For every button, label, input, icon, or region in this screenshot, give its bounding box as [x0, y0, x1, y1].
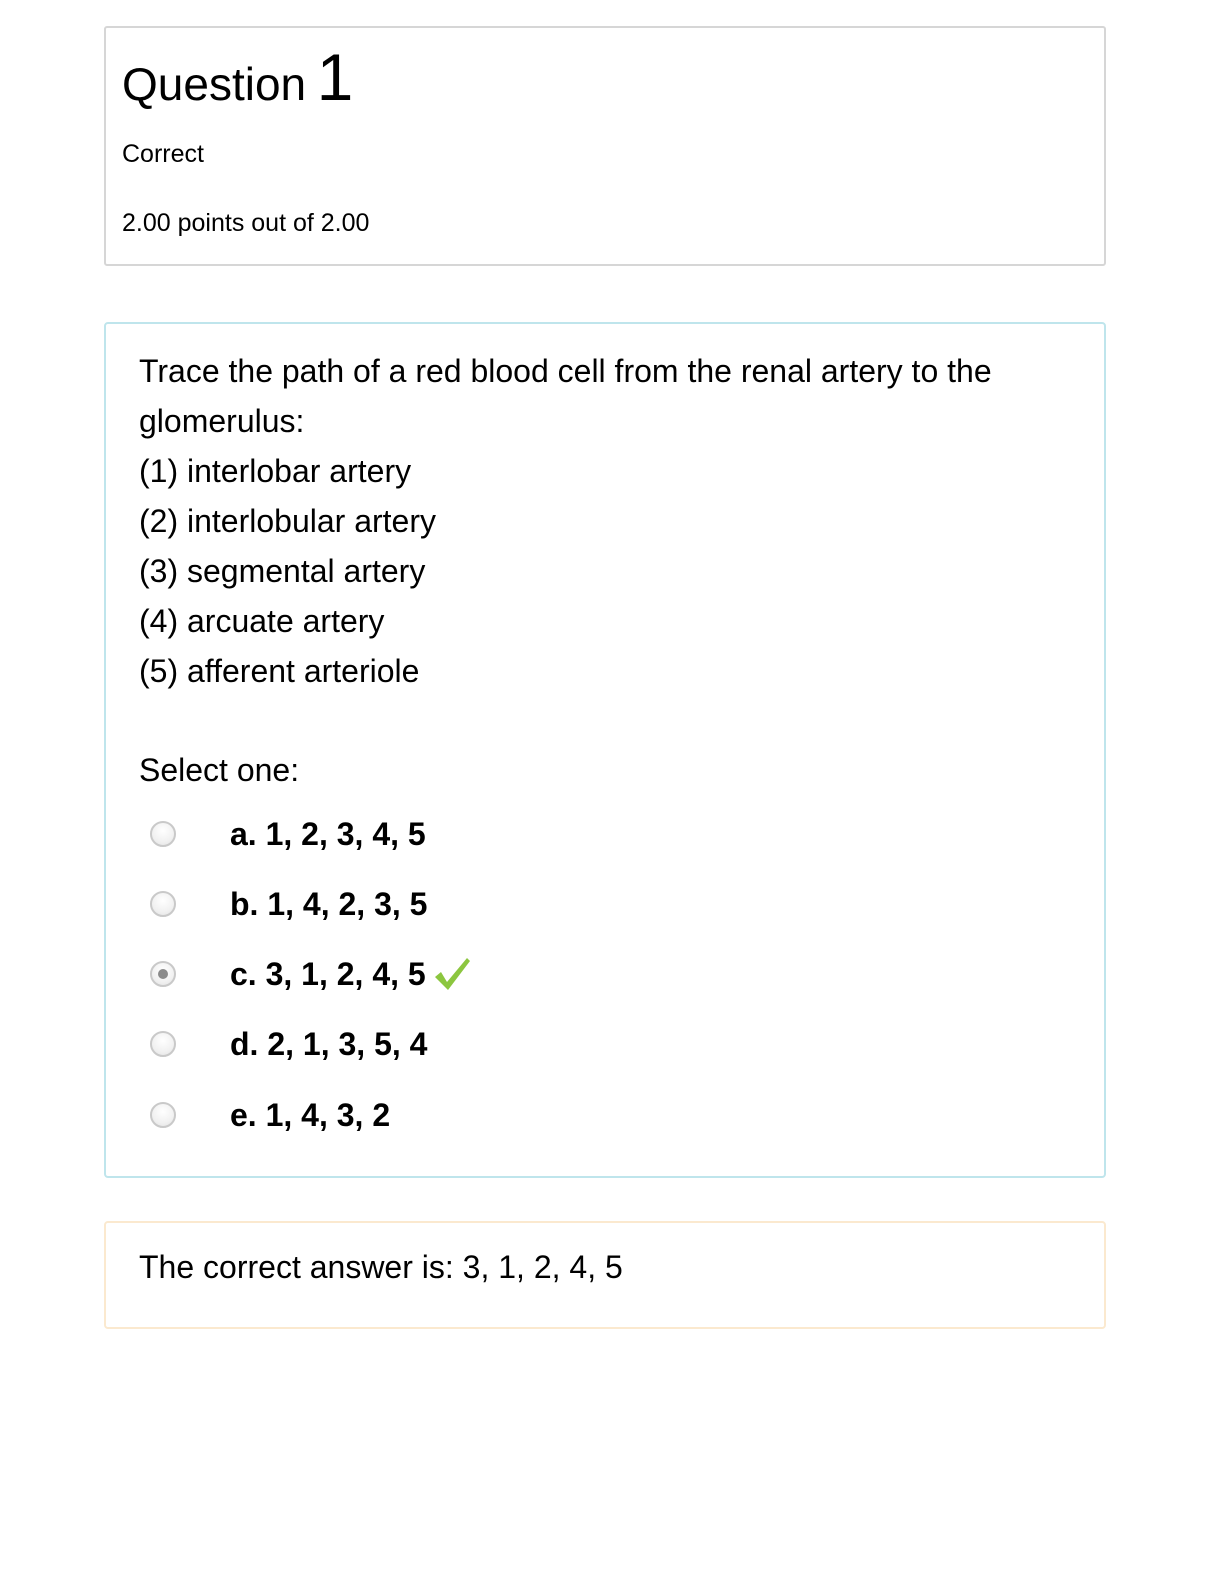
question-info-box [104, 26, 1106, 266]
question-text-line: Trace the path of a red blood cell from the renal artery to the [139, 353, 992, 389]
question-text-line: (1) interlobar artery [139, 453, 412, 489]
check-icon [432, 955, 472, 993]
question-state: Correct [122, 140, 204, 168]
answer-label: b. 1, 4, 2, 3, 5 [230, 885, 428, 922]
feedback-box [104, 1221, 1106, 1329]
answer-label: e. 1, 4, 3, 2 [230, 1096, 391, 1133]
question-grade: 2.00 points out of 2.00 [122, 209, 370, 237]
question-text-line: (2) interlobular artery [139, 503, 436, 539]
question-text-line: glomerulus: [139, 403, 305, 439]
answer-label: a. 1, 2, 3, 4, 5 [230, 815, 426, 852]
right-answer: The correct answer is: 3, 1, 2, 4, 5 [139, 1249, 623, 1285]
answer-label: d. 2, 1, 3, 5, 4 [230, 1025, 428, 1062]
question-title [122, 40, 354, 114]
radio-button-selected[interactable] [150, 961, 176, 987]
question-text-line: (3) segmental artery [139, 553, 426, 589]
answer-option-d[interactable] [150, 1024, 427, 1064]
radio-button[interactable] [150, 1102, 176, 1128]
question-text-line: (4) arcuate artery [139, 603, 385, 639]
question-label: Question [122, 58, 307, 110]
select-prompt: Select one: [139, 752, 300, 788]
answer-option-e[interactable] [150, 1095, 390, 1135]
question-number: 1 [316, 40, 354, 114]
radio-button[interactable] [150, 891, 176, 917]
question-text-line: (5) afferent arteriole [139, 653, 420, 689]
answer-option-b[interactable] [150, 884, 427, 924]
answer-label: c. 3, 1, 2, 4, 5 [230, 955, 426, 992]
answer-option-c[interactable] [150, 954, 472, 994]
radio-button[interactable] [150, 1031, 176, 1057]
answer-option-a[interactable] [150, 814, 426, 854]
radio-button[interactable] [150, 821, 176, 847]
question-content-box [104, 322, 1106, 1178]
question-text [139, 346, 1039, 696]
